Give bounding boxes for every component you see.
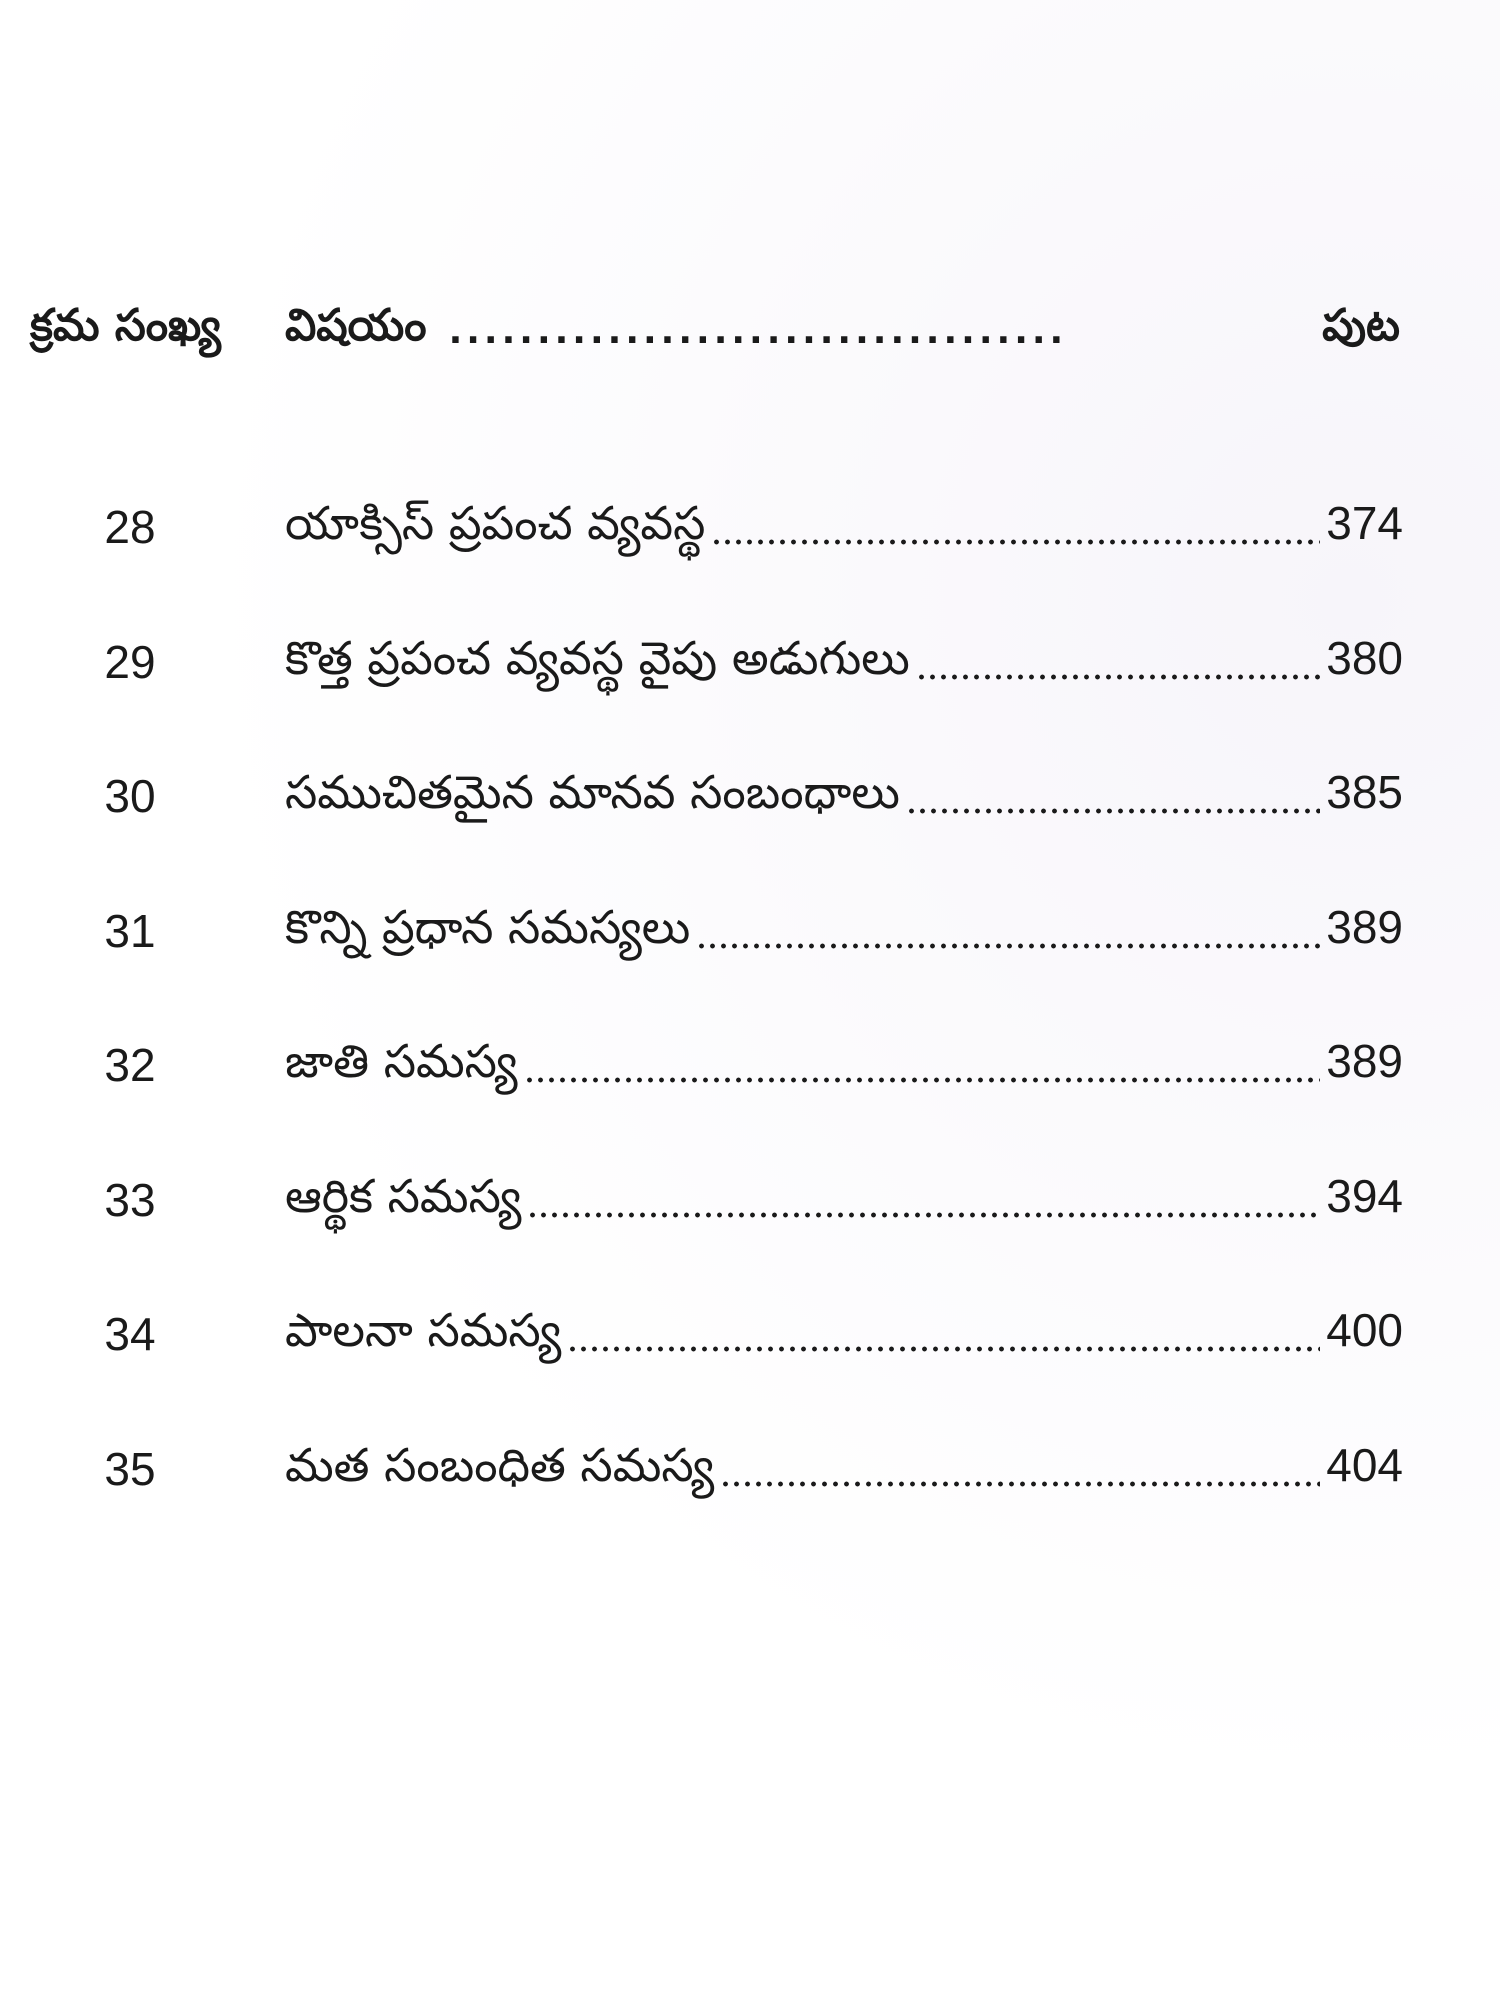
toc-entry <box>285 765 1403 831</box>
toc-page-number: 389 <box>1326 1035 1403 1087</box>
toc-page-number: 394 <box>1326 1169 1403 1222</box>
toc-serial-number: 31 <box>104 904 156 957</box>
toc-page-number: 404 <box>1326 1438 1403 1491</box>
toc-title: ఆర్థిక సమస్య <box>285 1168 522 1223</box>
dot-leader <box>906 807 1320 815</box>
toc-title: పాలనా సమస్య <box>285 1303 562 1357</box>
dot-leader <box>696 942 1320 950</box>
toc-title: కొన్ని ప్రధాన సమస్యలు <box>285 899 691 954</box>
dot-leader <box>567 1345 1320 1353</box>
dot-leader <box>711 538 1320 546</box>
toc-serial-number: 34 <box>104 1308 156 1360</box>
topic-header-group <box>285 300 1320 362</box>
toc-row <box>0 1295 1500 1430</box>
header-dot-leader: ................................... <box>448 310 1068 352</box>
toc-serial-number: 33 <box>104 1173 156 1226</box>
toc-serial-number: 32 <box>104 1039 156 1091</box>
toc-title: సముచితమైన మానవ సంబంధాలు <box>285 765 900 819</box>
toc-title: యాక్సిస్ ప్రపంచ వ్యవస్థ <box>285 496 706 550</box>
toc-page-number: 374 <box>1326 497 1403 549</box>
page-header: పుట <box>1322 300 1400 351</box>
toc-row <box>0 1161 1500 1296</box>
toc-page-number: 389 <box>1326 900 1403 953</box>
toc-title: జాతి సమస్య <box>285 1034 518 1088</box>
toc-entry <box>285 1303 1403 1369</box>
toc-serial-number: 30 <box>104 770 156 822</box>
toc-row <box>0 892 1500 1027</box>
toc-row <box>0 623 1500 758</box>
dot-leader <box>720 1480 1320 1488</box>
toc-page-number: 385 <box>1326 766 1403 818</box>
dot-leader <box>524 1076 1321 1084</box>
toc-serial-number: 28 <box>104 501 156 553</box>
toc-row <box>0 1430 1500 1565</box>
toc-entry <box>285 900 1403 966</box>
toc-page-number: 400 <box>1326 1304 1403 1356</box>
toc-header <box>30 296 1410 366</box>
dot-leader <box>527 1211 1320 1219</box>
topic-header: విషయం <box>285 300 427 351</box>
toc-serial-number: 29 <box>104 635 156 688</box>
toc-row <box>0 488 1500 623</box>
toc-entry <box>285 496 1403 562</box>
toc-entry <box>285 631 1403 697</box>
toc-row <box>0 757 1500 892</box>
toc-serial-number: 35 <box>104 1442 156 1495</box>
toc-title: కొత్త ప్రపంచ వ్యవస్థ వైపు అడుగులు <box>285 630 910 685</box>
toc-entry <box>285 1034 1403 1100</box>
toc-entry <box>285 1438 1403 1504</box>
toc-list <box>0 488 1500 1564</box>
toc-row <box>0 1026 1500 1161</box>
toc-page-number: 380 <box>1326 631 1403 684</box>
toc-title: మత సంబంధిత సమస్య <box>285 1437 715 1492</box>
dot-leader <box>916 673 1320 681</box>
toc-entry <box>285 1169 1403 1235</box>
serial-number-header: క్రమ సంఖ్య <box>30 300 221 351</box>
